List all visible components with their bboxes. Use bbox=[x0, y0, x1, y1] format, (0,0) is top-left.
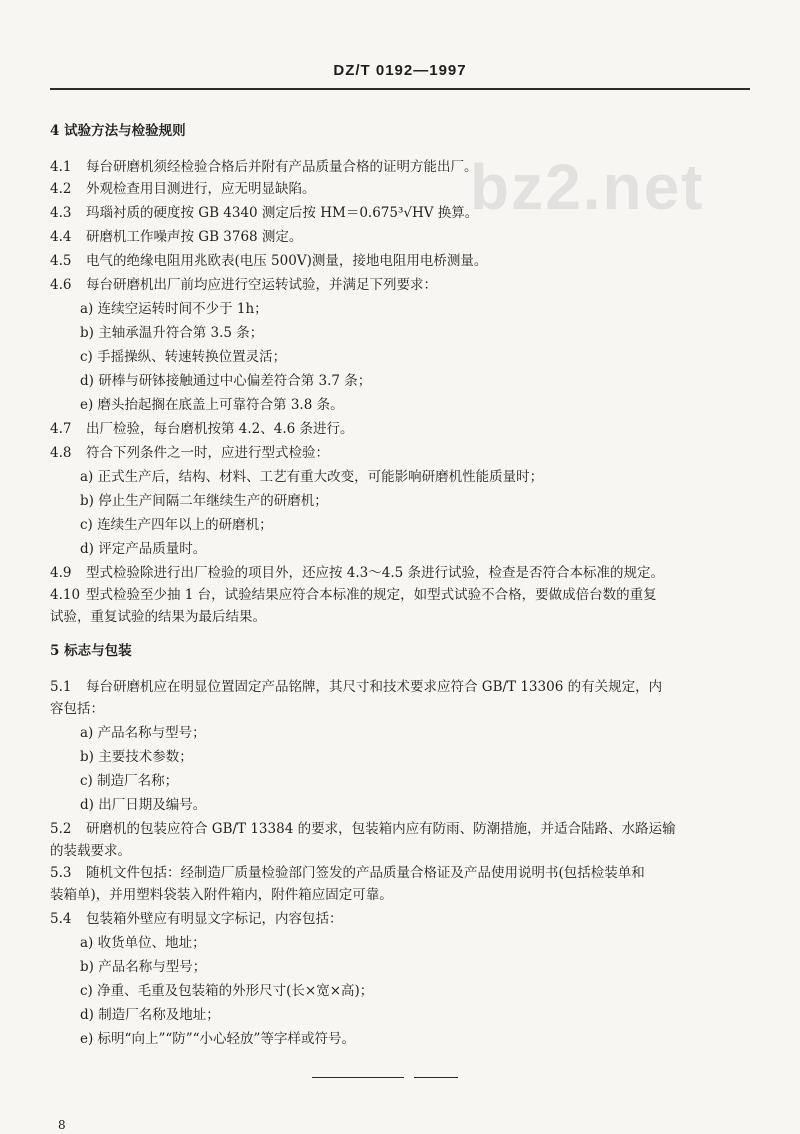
clause-text: 随机文件包括：经制造厂质量检验部门签发的产品质量合格证及产品使用说明书(包括检装单和 bbox=[86, 865, 645, 881]
clause-text: 型式检验至少抽 1 台，试验结果应符合本标准的规定，如型式试验不合格，要做成倍台数的重复 bbox=[86, 587, 657, 603]
clause-number: 5.4 bbox=[50, 911, 72, 927]
list-item: c) 制造厂名称； bbox=[80, 773, 179, 789]
clause-number: 5.3 bbox=[50, 865, 72, 881]
clause-text: 出厂检验，每台磨机按第 4.2、4.6 条进行。 bbox=[86, 421, 354, 437]
clause-text: 包装箱外壁应有明显文字标记，内容包括： bbox=[86, 911, 343, 927]
list-item: c) 连续生产四年以上的研磨机； bbox=[80, 517, 273, 533]
list-item: c) 净重、毛重及包装箱的外形尺寸(长×宽×高)； bbox=[80, 983, 374, 999]
clause-continuation: 容包括： bbox=[50, 701, 104, 717]
list-item: b) 产品名称与型号； bbox=[80, 959, 207, 975]
clause-continuation: 试验，重复试验的结果为最后结果。 bbox=[50, 609, 266, 625]
clause-text: 型式检验除进行出厂检验的项目外，还应按 4.3～4.5 条进行试验，检查是否符合本标准的规定。 bbox=[86, 565, 665, 581]
clause-continuation: 的装载要求。 bbox=[50, 843, 131, 859]
clause-4-3 bbox=[50, 204, 478, 222]
list-item: d) 制造厂名称及地址； bbox=[80, 1007, 220, 1023]
list-item: a) 正式生产后，结构、材料、工艺有重大改变，可能影响研磨机性能质量时； bbox=[80, 469, 544, 485]
list-item: b) 主轴承温升符合第 3.5 条； bbox=[80, 325, 264, 341]
list-item: d) 出厂日期及编号。 bbox=[80, 797, 207, 813]
watermark: bz2.net bbox=[470, 151, 705, 223]
end-rule-right bbox=[414, 1077, 458, 1078]
list-item: e) 磨头抬起搁在底盖上可靠符合第 3.8 条。 bbox=[80, 397, 344, 413]
section-4-title: 4 试验方法与检验规则 bbox=[50, 123, 186, 139]
clause-number: 4.9 bbox=[50, 565, 72, 581]
clause-number: 4.5 bbox=[50, 253, 72, 269]
clause-text: 每台研磨机须经检验合格后并附有产品质量合格的证明方能出厂。 bbox=[86, 159, 478, 175]
clause-4-6 bbox=[50, 276, 437, 294]
clause-number: 4.10 bbox=[50, 587, 81, 603]
clause-number: 4.8 bbox=[50, 445, 72, 461]
clause-number: 5.2 bbox=[50, 821, 72, 837]
clause-number: 4.7 bbox=[50, 421, 72, 437]
clause-4-9 bbox=[50, 564, 664, 582]
clause-text: 玛瑙衬质的硬度按 GB 4340 测定后按 HM＝0.675³√HV 换算。 bbox=[86, 205, 479, 221]
clause-4-4 bbox=[50, 228, 302, 246]
clause-text: 电气的绝缘电阻用兆欧表(电压 500V)测量，接地电阻用电桥测量。 bbox=[86, 253, 488, 269]
clause-text: 每台研磨机出厂前均应进行空运转试验，并满足下列要求： bbox=[86, 277, 437, 293]
list-item: b) 主要技术参数； bbox=[80, 749, 193, 765]
clause-text: 外观检查用目测进行，应无明显缺陷。 bbox=[86, 181, 316, 197]
list-item: b) 停止生产间隔二年继续生产的研磨机； bbox=[80, 493, 328, 509]
clause-4-1 bbox=[50, 158, 478, 176]
clause-text: 每台研磨机应在明显位置固定产品铭牌，其尺寸和技术要求应符合 GB/T 13306 的有关规定，内 bbox=[86, 679, 663, 695]
clause-4-2 bbox=[50, 180, 316, 198]
list-item: a) 产品名称与型号； bbox=[80, 725, 206, 741]
clause-5-4 bbox=[50, 910, 343, 928]
list-item: d) 评定产品质量时。 bbox=[80, 541, 207, 557]
clause-4-10 bbox=[50, 586, 657, 604]
clause-5-1 bbox=[50, 678, 662, 696]
clause-number: 4.2 bbox=[50, 181, 72, 197]
header-rule bbox=[50, 88, 750, 90]
standard-code-header: DZ/T 0192—1997 bbox=[333, 62, 467, 79]
clause-5-2 bbox=[50, 820, 676, 838]
clause-5-3 bbox=[50, 864, 645, 882]
clause-4-8 bbox=[50, 444, 329, 462]
clause-number: 4.3 bbox=[50, 205, 72, 221]
list-item: c) 手摇操纵、转速转换位置灵活； bbox=[80, 349, 287, 365]
clause-number: 4.1 bbox=[50, 159, 72, 175]
clause-4-5 bbox=[50, 252, 487, 270]
page-number: 8 bbox=[58, 1118, 66, 1132]
list-item: e) 标明“向上”“防”“小心轻放”等字样或符号。 bbox=[80, 1031, 355, 1047]
clause-number: 5.1 bbox=[50, 679, 72, 695]
clause-continuation: 装箱单)，并用塑料袋装入附件箱内，附件箱应固定可靠。 bbox=[50, 887, 393, 903]
clause-text: 研磨机工作噪声按 GB 3768 测定。 bbox=[86, 229, 303, 245]
clause-4-7 bbox=[50, 420, 354, 438]
section-5-title: 5 标志与包装 bbox=[50, 643, 132, 659]
end-rule-left bbox=[312, 1077, 404, 1078]
clause-number: 4.6 bbox=[50, 277, 72, 293]
clause-number: 4.4 bbox=[50, 229, 72, 245]
list-item: a) 收货单位、地址； bbox=[80, 935, 206, 951]
list-item: a) 连续空运转时间不少于 1h； bbox=[80, 301, 268, 317]
list-item: d) 研棒与研钵接触通过中心偏差符合第 3.7 条； bbox=[80, 373, 372, 389]
clause-text: 研磨机的包装应符合 GB/T 13384 的要求，包装箱内应有防雨、防潮措施，并适合陆路、水路运输 bbox=[86, 821, 676, 837]
clause-text: 符合下列条件之一时，应进行型式检验： bbox=[86, 445, 329, 461]
